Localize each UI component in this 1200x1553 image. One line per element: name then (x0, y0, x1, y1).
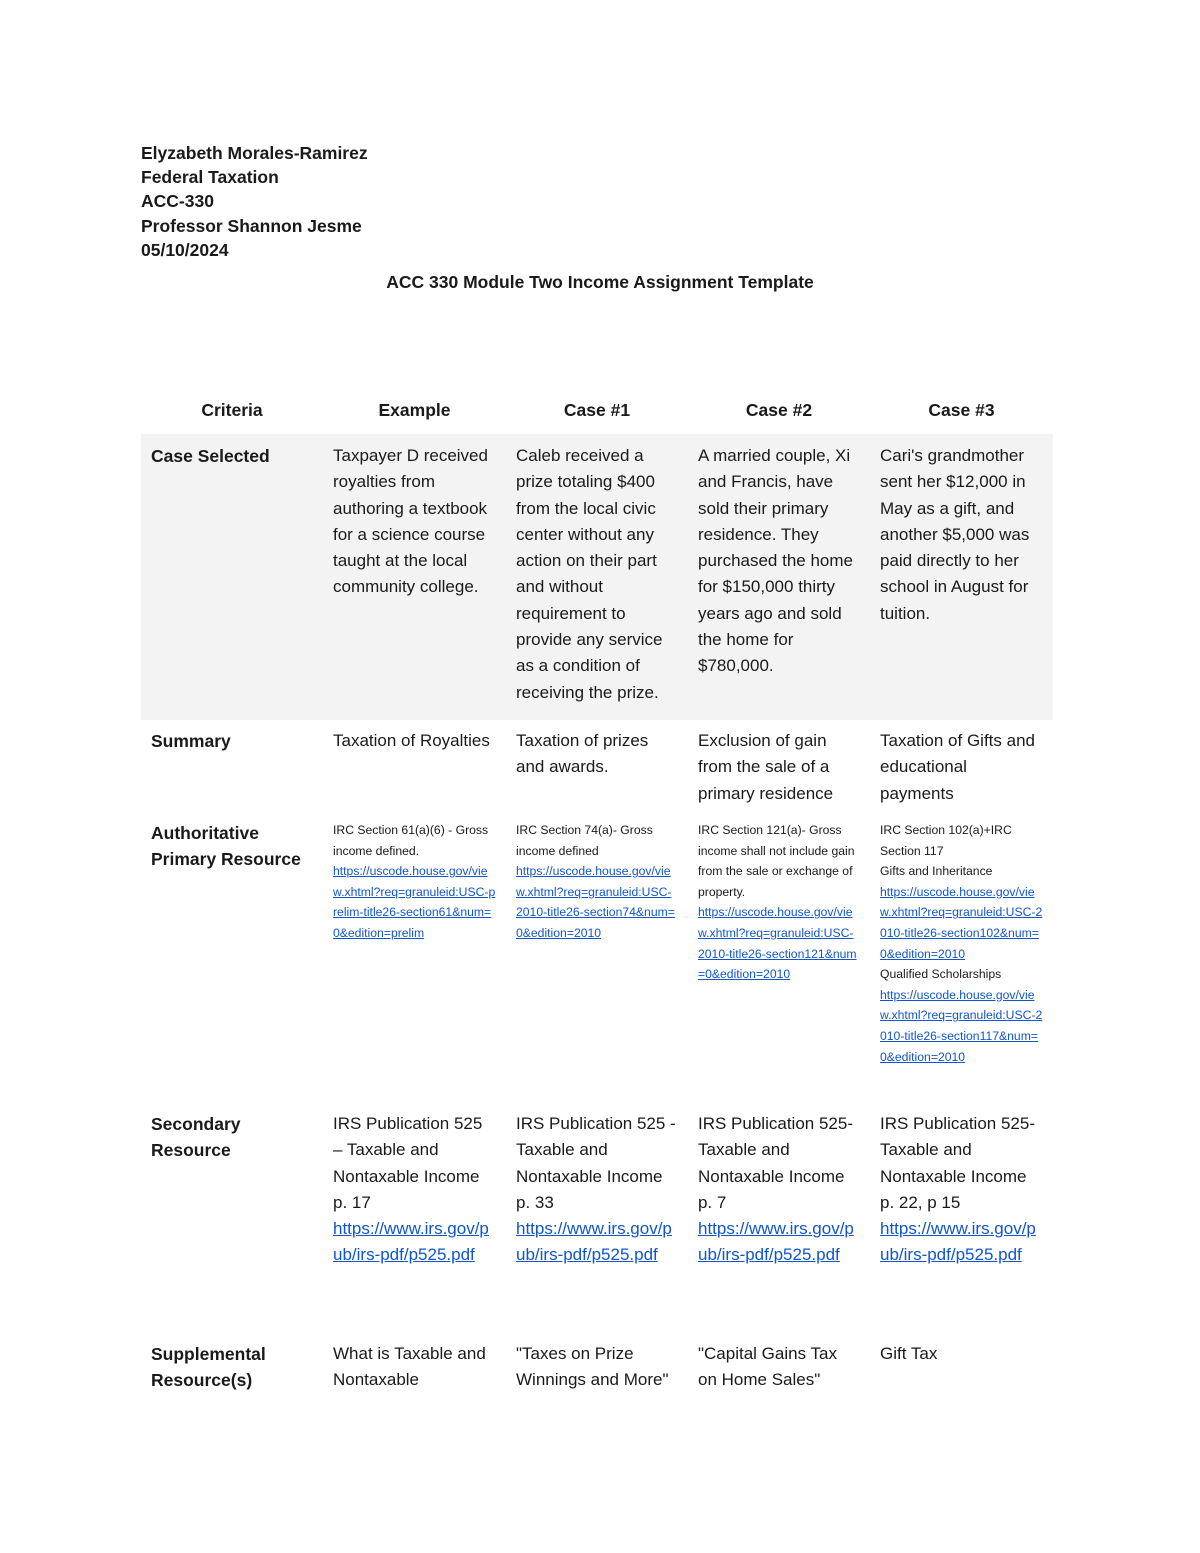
summary-example: Taxation of Royalties (333, 731, 490, 750)
case-selected-case-1: Caleb received a prize totaling $400 from the local civic center without any action on their part and without requirement to provide any service as a condition of receiving the prize. (516, 446, 663, 702)
secondary-example-text: IRS Publication 525 – Taxable and Nontaxable Income p. 17 (333, 1114, 483, 1212)
case-selected-case-2: A married couple, Xi and Francis, have sold their primary residence. They purchased the home for $150,000 thirty years ago and sold the home for $780,000. (698, 446, 853, 676)
row-label-summary: Summary (151, 731, 231, 751)
summary-case-3: Taxation of Gifts and educational payments (880, 731, 1035, 803)
supplemental-case-2: "Capital Gains Tax on Home Sales" (698, 1344, 837, 1390)
secondary-case-1-link[interactable]: https://www.irs.gov/pub/irs-pdf/p525.pdf (516, 1219, 672, 1265)
supplemental-example: What is Taxable and Nontaxable (333, 1344, 486, 1390)
course-name: Federal Taxation (141, 167, 279, 188)
authoritative-case-2 (688, 820, 870, 1101)
secondary-case-3-link[interactable]: https://www.irs.gov/pub/irs-pdf/p525.pdf (880, 1219, 1036, 1265)
secondary-case-2-text: IRS Publication 525- Taxable and Nontaxable Income p. 7 (698, 1114, 853, 1212)
column-header-case-1: Case #1 (563, 400, 631, 420)
authoritative-case-3-gifts: Gifts and Inheritance (880, 864, 993, 879)
secondary-case-1 (506, 1111, 688, 1331)
column-header-case-2: Case #2 (745, 400, 813, 420)
row-label-secondary: Secondary Resource (151, 1114, 241, 1161)
supplemental-case-3: Gift Tax (880, 1344, 938, 1363)
author-header (141, 141, 368, 262)
authoritative-case-1 (506, 820, 688, 1101)
authoritative-case-3-link-scholarships[interactable]: https://uscode.house.gov/view.xhtml?req=granuleid:USC-2010-title26-section117&num=0&edition=2010 (880, 987, 1043, 1064)
authoritative-case-3-link-gifts[interactable]: https://uscode.house.gov/view.xhtml?req=granuleid:USC-2010-title26-section102&num=0&edition=2010 (880, 884, 1043, 961)
case-selected-case-3: Cari's grandmother sent her $12,000 in May as a gift, and another $5,000 was paid directly to her school in August for tuition. (880, 446, 1030, 623)
table-row-supplemental (141, 1331, 1053, 1411)
author-name: Elyzabeth Morales-Ramirez (141, 143, 368, 163)
supplemental-case-1: "Taxes on Prize Winnings and More" (516, 1344, 669, 1390)
table-row-secondary (141, 1101, 1053, 1331)
column-header-criteria: Criteria (201, 400, 263, 420)
authoritative-case-3-text: IRC Section 102(a)+IRC Section 117 (880, 823, 1012, 858)
authoritative-case-2-text: IRC Section 121(a)- Gross income shall not include gain from the sale or exchange of property. (698, 823, 855, 899)
table-row-summary (141, 720, 1053, 814)
authoritative-case-3 (870, 820, 1053, 1101)
secondary-case-2 (688, 1111, 870, 1331)
authoritative-case-1-text: IRC Section 74(a)- Gross income defined (516, 823, 653, 858)
column-header-example: Example (378, 400, 451, 420)
summary-case-1: Taxation of prizes and awards. (516, 731, 649, 777)
case-selected-example: Taxpayer D received royalties from authoring a textbook for a science course taught at the local community college. (333, 446, 488, 597)
secondary-example (323, 1111, 506, 1331)
document-title: ACC 330 Module Two Income Assignment Template (386, 272, 814, 292)
authoritative-case-2-link[interactable]: https://uscode.house.gov/view.xhtml?req=granuleid:USC-2010-title26-section121&num=0&edition=2010 (698, 905, 857, 982)
row-label-authoritative: Authoritative Primary Resource (151, 823, 301, 870)
authoritative-case-3-scholarships: Qualified Scholarships (880, 967, 1002, 982)
assignment-table (141, 395, 1053, 1411)
column-header-case-3: Case #3 (928, 400, 995, 420)
secondary-case-1-text: IRS Publication 525 -Taxable and Nontaxable Income p. 33 (516, 1114, 676, 1212)
secondary-case-2-link[interactable]: https://www.irs.gov/pub/irs-pdf/p525.pdf (698, 1219, 854, 1265)
table-header-row (141, 395, 1053, 434)
course-code: ACC-330 (141, 191, 214, 212)
authoritative-case-1-link[interactable]: https://uscode.house.gov/view.xhtml?req=granuleid:USC-2010-title26-section74&num=0&edition=2010 (516, 864, 675, 940)
summary-case-2: Exclusion of gain from the sale of a primary residence (698, 731, 834, 803)
secondary-example-link[interactable]: https://www.irs.gov/pub/irs-pdf/p525.pdf (333, 1219, 489, 1265)
secondary-case-3 (870, 1111, 1053, 1331)
table-row-case-selected (141, 434, 1053, 720)
submission-date: 05/10/2024 (141, 239, 229, 260)
secondary-case-3-text: IRS Publication 525- Taxable and Nontaxable Income p. 22, p 15 (880, 1114, 1035, 1212)
professor-name: Professor Shannon Jesme (141, 215, 362, 236)
authoritative-example-link[interactable]: https://uscode.house.gov/view.xhtml?req=granuleid:USC-prelim-title26-section61&num=0&edition=prelim (333, 864, 496, 940)
authoritative-example-text: IRC Section 61(a)(6) - Gross income defined. (333, 823, 489, 858)
row-label-supplemental: Supplemental Resource(s) (151, 1344, 266, 1391)
table-row-authoritative (141, 814, 1053, 1101)
authoritative-example (323, 820, 506, 1101)
row-label-case-selected: Case Selected (151, 446, 270, 466)
